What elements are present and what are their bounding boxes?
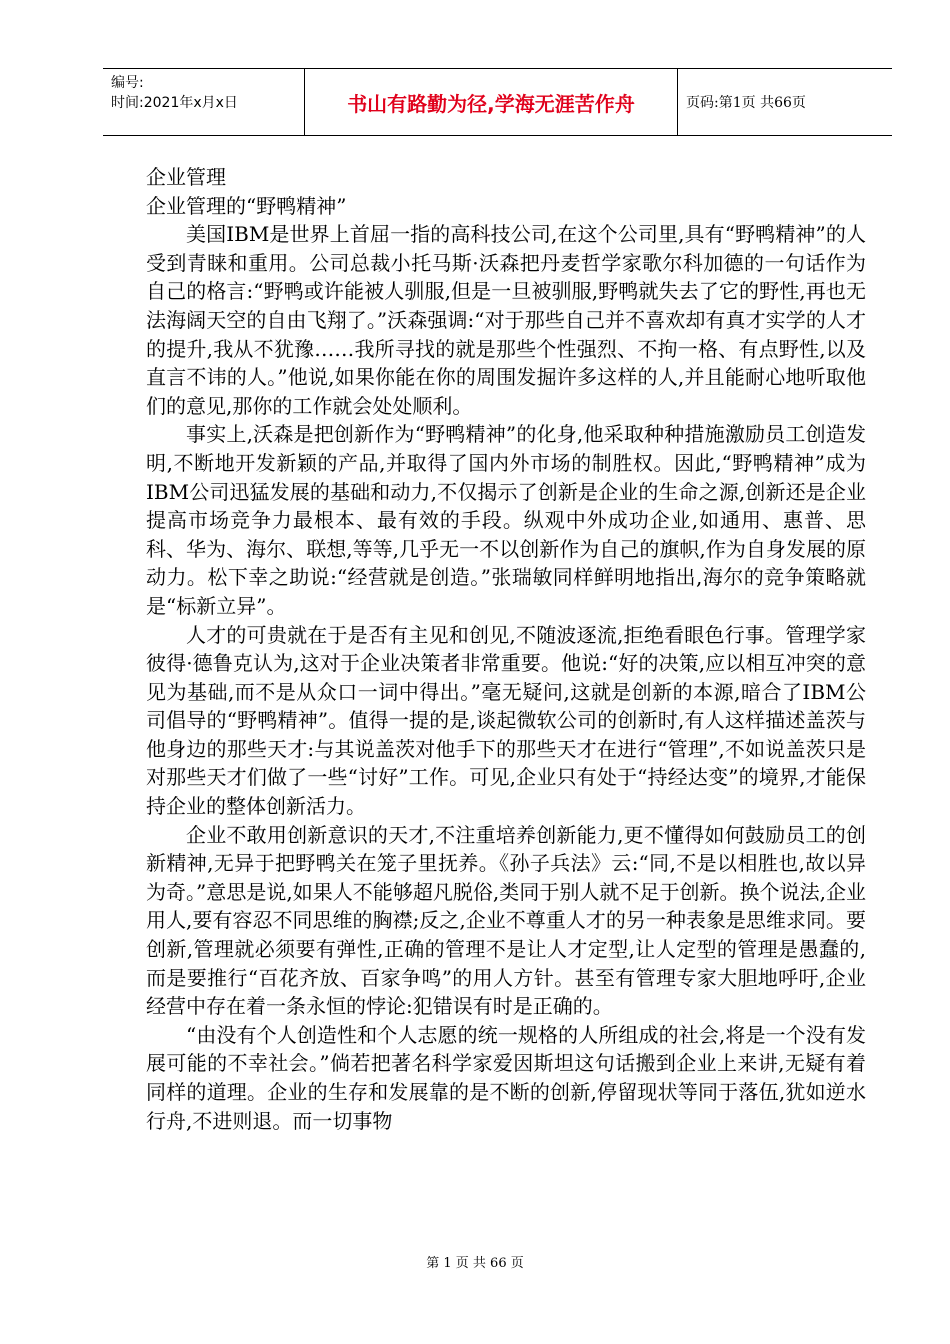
page-header bbox=[103, 68, 892, 136]
document-time: 时间:2021年x月x日 bbox=[111, 95, 238, 111]
header-meta bbox=[103, 69, 305, 135]
paragraph-4: 企业不敢用创新意识的天才,不注重培养创新能力,更不懂得如何鼓励员工的创新精神,无异于把野鸭关在笼子里抚养。《孙子兵法》云:“同,不是以相胜也,故以异为奇。”意思是说,如果人不能够超凡脱俗,类同于别人就不足于创新。换个说法,企业用人,要有容忍不同思维的胸襟;反之,企业不尊重人才的另一种表象是思维求同。要创新,管理就必须要有弹性,正确的管理不是让人才定型,让人定型的管理是愚蠢的,而是要推行“百花齐放、百家争鸣”的用人方针。甚至有管理专家大胆地呼吁,企业经营中存在着一条永恒的悖论:犯错误有时是正确的。 bbox=[146, 822, 866, 1019]
header-motto: 书山有路勤为径,学海无涯苦作舟 bbox=[305, 69, 678, 135]
document-number-label: 编号: bbox=[111, 75, 144, 91]
document-body bbox=[146, 163, 866, 1135]
header-page-info: 页码:第1页 共66页 bbox=[686, 95, 806, 111]
paragraph-5: “由没有个人创造性和个人志愿的统一规格的人所组成的社会,将是一个没有发展可能的不幸社会。”倘若把著名科学家爱因斯坦这句话搬到企业上来讲,无疑有着同样的道理。企业的生存和发展靠的是不断的创新,停留现状等同于落伍,犹如逆水行舟,不进则退。而一切事物 bbox=[146, 1022, 866, 1133]
page-footer: 第 1 页 共 66 页 bbox=[426, 1256, 524, 1271]
paragraph-3: 人才的可贵就在于是否有主见和创见,不随波逐流,拒绝看眼色行事。管理学家彼得·德鲁克认为,这对于企业决策者非常重要。他说:“好的决策,应以相互冲突的意见为基础,而不是从众口一词中得出。”毫无疑问,这就是创新的本源,暗合了IBM公司倡导的“野鸭精神”。值得一提的是,谈起微软公司的创新时,有人这样描述盖茨与他身边的那些天才:与其说盖茨对他手下的那些天才在进行“管理”,不如说盖茨只是对那些天才们做了一些“讨好”工作。可见,企业只有处于“持经达变”的境界,才能保持企业的整体创新活力。 bbox=[146, 622, 866, 819]
document-heading: 企业管理 bbox=[146, 165, 226, 189]
paragraph-2: 事实上,沃森是把创新作为“野鸭精神”的化身,他采取种种措施激励员工创造发明,不断地开发新颖的产品,并取得了国内外市场的制胜权。因此,“野鸭精神”成为IBM公司迅猛发展的基础和动力,不仅揭示了创新是企业的生命之源,创新还是企业提高市场竞争力最根本、最有效的手段。纵观中外成功企业,如通用、惠普、思科、华为、海尔、联想,等等,几乎无一不以创新作为自己的旗帜,作为自身发展的原动力。松下幸之助说:“经营就是创造。”张瑞敏同样鲜明地指出,海尔的竞争策略就是“标新立异”。 bbox=[146, 422, 866, 618]
article-title: 企业管理的“野鸭精神” bbox=[146, 193, 347, 218]
paragraph-1: 美国IBM是世界上首屈一指的高科技公司,在这个公司里,具有“野鸭精神”的人受到青睐和重用。公司总裁小托马斯·沃森把丹麦哲学家歌尔科加德的一句话作为自己的格言:“野鸭或许能被人驯服,但是一旦被驯服,野鸭就失去了它的野性,再也无法海阔天空的自由飞翔了。”沃森强调:“对于那些自己并不喜欢却有真才实学的人才的提升,我从不犹豫……我所寻找的就是那些个性强烈、不拘一格、有点野性,以及直言不讳的人。”他说,如果你能在你的周围发掘许多这样的人,并且能耐心地听取他们的意见,那你的工作就会处处顺利。 bbox=[146, 222, 866, 418]
